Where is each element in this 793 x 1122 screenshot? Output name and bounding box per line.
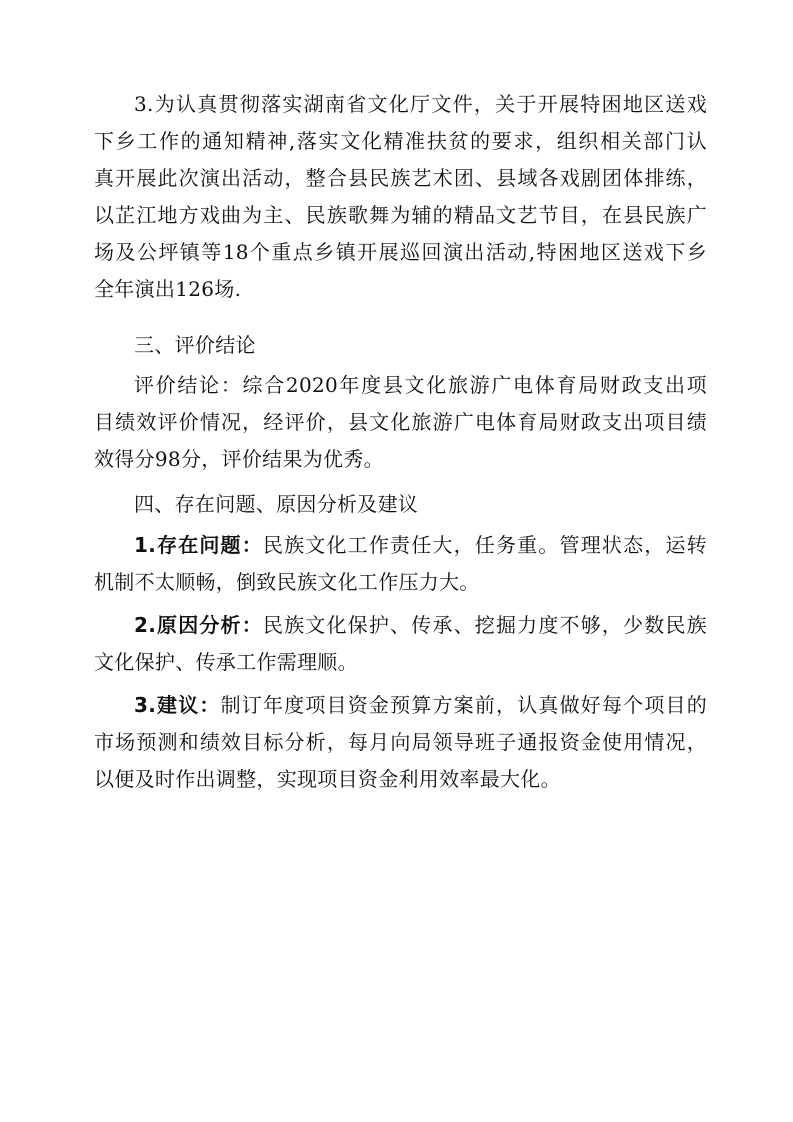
paragraph-line: 评价结论：综合2020年度县文化旅游广电体育局财政支出项 [134,373,707,397]
paragraph-line: 真开展此次演出活动，整合县民族艺术团、县域各戏剧团体排练， [94,166,707,190]
cause-text: 民族文化保护、传承、挖掘力度不够，少数民族 [262,613,707,637]
problem-text: 民族文化工作责任大，任务重。管理状态，运转 [262,533,707,557]
section4-heading-block [94,486,707,523]
section-heading: 三、评价结论 [134,333,256,357]
paragraph-line: 场及公坪镇等18个重点乡镇开展巡回演出活动,特困地区送戏下乡 [94,240,707,264]
section3-heading-block [94,327,707,364]
suggestion-paragraph [94,687,707,798]
paragraph-line [94,687,707,724]
cause-label: 2.原因分析： [134,613,263,637]
paragraph-line: 以便及时作出调整，实现项目资金利用效率最大化。 [94,767,561,791]
paragraph-line: 市场预测和绩效目标分析，每月向局领导班子通报资金使用情况， [94,730,707,754]
paragraph-line [94,527,707,564]
evaluation-conclusion-paragraph [94,367,707,478]
problem-paragraph [94,527,707,601]
paragraph-line: 目绩效评价情况，经评价，县文化旅游广电体育局财政支出项目绩 [94,410,707,434]
paragraph-line: 全年演出126场. [94,277,242,301]
problem-label: 1.存在问题： [134,533,263,557]
paragraph-line: 文化保护、传承工作需理顺。 [94,650,358,674]
suggestion-text: 制订年度项目资金预算方案前，认真做好每个项目的 [220,693,707,717]
paragraph-line: 3.为认真贯彻落实湖南省文化厅文件，关于开展特困地区送戏 [134,92,707,116]
paragraph-line: 以芷江地方戏曲为主、民族歌舞为辅的精品文艺节目，在县民族广 [94,203,707,227]
cause-paragraph [94,607,707,681]
paragraph-line [94,607,707,644]
item3-paragraph [94,86,707,308]
paragraph-line: 效得分98分，评价结果为优秀。 [94,447,384,471]
paragraph-line: 机制不太顺畅，倒致民族文化工作压力大。 [94,570,480,594]
section-heading: 四、存在问题、原因分析及建议 [134,492,419,516]
suggestion-label: 3.建议： [134,693,221,717]
paragraph-line: 下乡工作的通知精神,落实文化精准扶贫的要求，组织相关部门认 [94,129,707,153]
